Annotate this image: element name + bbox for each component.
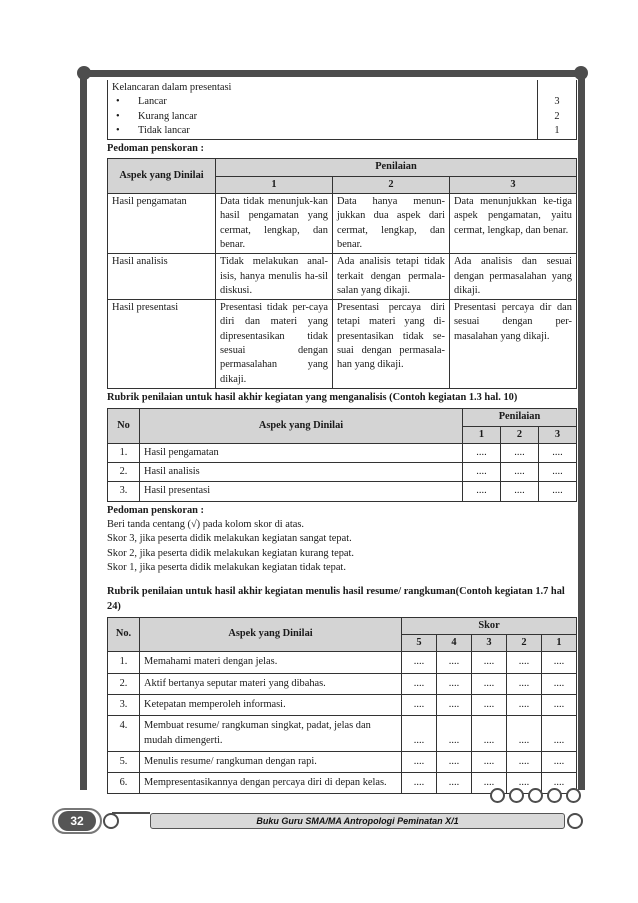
kelancaran-cell	[108, 80, 538, 140]
header-col-3: 3	[450, 176, 577, 193]
header-aspek: Aspek yang Dinilai	[108, 159, 216, 194]
aspek-cell: Hasil analisis	[140, 463, 463, 482]
score-field[interactable]: ....	[437, 751, 472, 772]
aspek-cell: Hasil analisis	[108, 254, 216, 300]
header-skor: Skor	[402, 617, 577, 634]
header-col-1: 1	[463, 426, 501, 443]
score-field[interactable]: ....	[539, 482, 577, 501]
score-field[interactable]: ....	[472, 716, 507, 752]
list-item: • Kurang lancar	[112, 110, 533, 124]
criteria-cell: Tidak melakukan anal-isis, hanya menulis ha-sil diskusi.	[216, 254, 333, 300]
score-field[interactable]: ....	[539, 463, 577, 482]
score-field[interactable]: ....	[542, 694, 577, 715]
table-row	[108, 694, 577, 715]
aspek-cell: Ketepatan memperoleh informasi.	[140, 694, 402, 715]
row-number: 4.	[108, 716, 140, 752]
rubrik1-table	[107, 408, 577, 501]
score-field[interactable]: ....	[402, 773, 437, 794]
circle-icon	[103, 813, 119, 829]
score-field[interactable]: ....	[507, 652, 542, 673]
table-row	[108, 254, 577, 300]
frame-right-border	[578, 70, 585, 790]
header-penilaian: Penilaian	[216, 159, 577, 176]
score-field[interactable]: ....	[437, 652, 472, 673]
header-col-4: 4	[437, 635, 472, 652]
criteria-cell: Presentasi percaya diri tetapi materi yang di-presentasikan tidak se-suai dengan permasala-han yang dikaji.	[333, 300, 450, 389]
pedoman1-title: Pedoman penskoran :	[107, 143, 204, 155]
score-field[interactable]: ....	[501, 443, 539, 462]
aspek-cell: Hasil pengamatan	[108, 194, 216, 254]
page-number: 32	[58, 811, 96, 831]
row-number: 6.	[108, 773, 140, 794]
header-col-2: 2	[507, 635, 542, 652]
rubrik2-table	[107, 617, 577, 795]
decorative-dots	[490, 788, 581, 803]
header-col-2: 2	[333, 176, 450, 193]
row-number: 1.	[108, 443, 140, 462]
frame-corner-right	[574, 66, 588, 80]
table-row	[108, 716, 577, 752]
pedoman2-title: Pedoman penskoran :	[107, 504, 204, 516]
kelancaran-title: Kelancaran dalam presentasi	[112, 82, 232, 93]
score-field[interactable]: ....	[539, 443, 577, 462]
score-field[interactable]: ....	[542, 716, 577, 752]
rubrik1-title: Rubrik penilaian untuk hasil akhir kegiatan yang menganalisis (Contoh kegiatan 1.3 hal. 10)	[107, 391, 518, 403]
score-field[interactable]: ....	[472, 773, 507, 794]
header-penilaian: Penilaian	[463, 409, 577, 426]
list-item: • Lancar	[112, 95, 533, 109]
score-field[interactable]: ....	[472, 673, 507, 694]
table-row	[108, 443, 577, 462]
header-col-3: 3	[472, 635, 507, 652]
header-no: No	[108, 409, 140, 444]
score-field[interactable]: ....	[463, 482, 501, 501]
table-row	[108, 673, 577, 694]
aspek-cell: Hasil pengamatan	[140, 443, 463, 462]
table-row	[108, 300, 577, 389]
table-row	[108, 652, 577, 673]
score-field[interactable]: ....	[472, 751, 507, 772]
score-value: 3	[554, 96, 560, 108]
score-field[interactable]: ....	[402, 716, 437, 752]
score-field[interactable]: ....	[542, 773, 577, 794]
score-field[interactable]: ....	[501, 482, 539, 501]
frame-top-border	[80, 70, 585, 77]
header-aspek: Aspek yang Dinilai	[140, 617, 402, 652]
score-field[interactable]: ....	[463, 443, 501, 462]
row-number: 2.	[108, 463, 140, 482]
kelancaran-score-cell	[538, 80, 577, 140]
header-col-3: 3	[539, 426, 577, 443]
row-number: 3.	[108, 694, 140, 715]
score-field[interactable]: ....	[507, 751, 542, 772]
table-row	[108, 463, 577, 482]
pedoman-line: Skor 3, jika peserta didik melakukan kegiatan sangat tepat.	[107, 533, 352, 545]
circle-icon	[567, 813, 583, 829]
score-field[interactable]: ....	[507, 716, 542, 752]
criteria-cell: Data tidak menunjuk-kan hasil pengamatan yang cermat, lengkap, dan benar.	[216, 194, 333, 254]
criteria-cell: Presentasi percaya dir dan sesuai dengan per-masalahan yang dikaji.	[450, 300, 577, 389]
row-number: 5.	[108, 751, 140, 772]
header-col-1: 1	[216, 176, 333, 193]
circle-icon	[528, 788, 543, 803]
pedoman-line: Skor 2, jika peserta didik melakukan kegiatan kurang tepat.	[107, 547, 354, 559]
circle-icon	[566, 788, 581, 803]
pedoman-line: Skor 1, jika peserta didik melakukan kegiatan tidak tepat.	[107, 561, 346, 573]
table-row	[108, 482, 577, 501]
book-title: Buku Guru SMA/MA Antropologi Peminatan X/1	[256, 816, 459, 826]
row-number: 3.	[108, 482, 140, 501]
aspek-cell: Hasil presentasi	[140, 482, 463, 501]
table-row	[108, 751, 577, 772]
rubrik2-title: Rubrik penilaian untuk hasil akhir kegiatan menulis hasil resume/ rangkuman(Contoh kegiatan 1.7 hal 24)	[107, 586, 565, 612]
aspek-cell: Hasil presentasi	[108, 300, 216, 389]
aspek-cell: Memahami materi dengan jelas.	[140, 652, 402, 673]
kelancaran-list	[112, 95, 533, 138]
score-value: 1	[554, 124, 560, 136]
header-no: No.	[108, 617, 140, 652]
kelancaran-table	[107, 80, 577, 140]
pedoman-table	[107, 158, 577, 388]
criteria-cell: Data menunjukkan ke-tiga aspek pengamatan, yaitu cermat, lengkap, dan benar.	[450, 194, 577, 254]
circle-icon	[509, 788, 524, 803]
aspek-cell: Menulis resume/ rangkuman dengan rapi.	[140, 751, 402, 772]
criteria-cell: Ada analisis tetapi tidak terkait dengan permala-salan yang dikaji.	[333, 254, 450, 300]
frame-left-border	[80, 70, 87, 790]
score-field[interactable]: ....	[437, 673, 472, 694]
score-field[interactable]: ....	[507, 773, 542, 794]
header-col-2: 2	[501, 426, 539, 443]
score-value: 2	[554, 110, 560, 122]
header-aspek: Aspek yang Dinilai	[140, 409, 463, 444]
table-row	[108, 194, 577, 254]
score-field[interactable]: ....	[463, 463, 501, 482]
score-field[interactable]: ....	[542, 673, 577, 694]
aspek-cell: Mempresentasikannya dengan percaya diri di depan kelas.	[140, 773, 402, 794]
criteria-cell: Ada analisis dan sesuai dengan permasalahan yang dikaji.	[450, 254, 577, 300]
score-field[interactable]: ....	[437, 716, 472, 752]
score-field[interactable]: ....	[402, 652, 437, 673]
score-field[interactable]: ....	[501, 463, 539, 482]
aspek-cell: Membuat resume/ rangkuman singkat, padat, jelas dan mudah dimengerti.	[140, 716, 402, 752]
header-col-5: 5	[402, 635, 437, 652]
score-field[interactable]: ....	[472, 694, 507, 715]
pedoman-line: Beri tanda centang (√) pada kolom skor di atas.	[107, 519, 305, 531]
score-field[interactable]: ....	[402, 694, 437, 715]
row-number: 1.	[108, 652, 140, 673]
header-col-1: 1	[542, 635, 577, 652]
score-field[interactable]: ....	[542, 652, 577, 673]
score-field[interactable]: ....	[402, 751, 437, 772]
score-field[interactable]: ....	[542, 751, 577, 772]
page-content	[107, 80, 577, 794]
circle-icon	[490, 788, 505, 803]
row-number: 2.	[108, 673, 140, 694]
score-field[interactable]: ....	[507, 673, 542, 694]
score-field[interactable]: ....	[507, 694, 542, 715]
list-item: • Tidak lancar	[112, 124, 533, 138]
score-field[interactable]: ....	[402, 673, 437, 694]
criteria-cell: Presentasi tidak per-caya diri dan materi yang dipresentasikan tidak sesuai dengan permasalahan yang dikaji.	[216, 300, 333, 389]
aspek-cell: Aktif bertanya seputar materi yang dibahas.	[140, 673, 402, 694]
circle-icon	[547, 788, 562, 803]
frame-corner-left	[77, 66, 91, 80]
score-field[interactable]: ....	[472, 652, 507, 673]
score-field[interactable]: ....	[437, 773, 472, 794]
score-field[interactable]: ....	[437, 694, 472, 715]
criteria-cell: Data hanya menun-jukkan dua aspek dari cermat, lengkap, dan benar.	[333, 194, 450, 254]
